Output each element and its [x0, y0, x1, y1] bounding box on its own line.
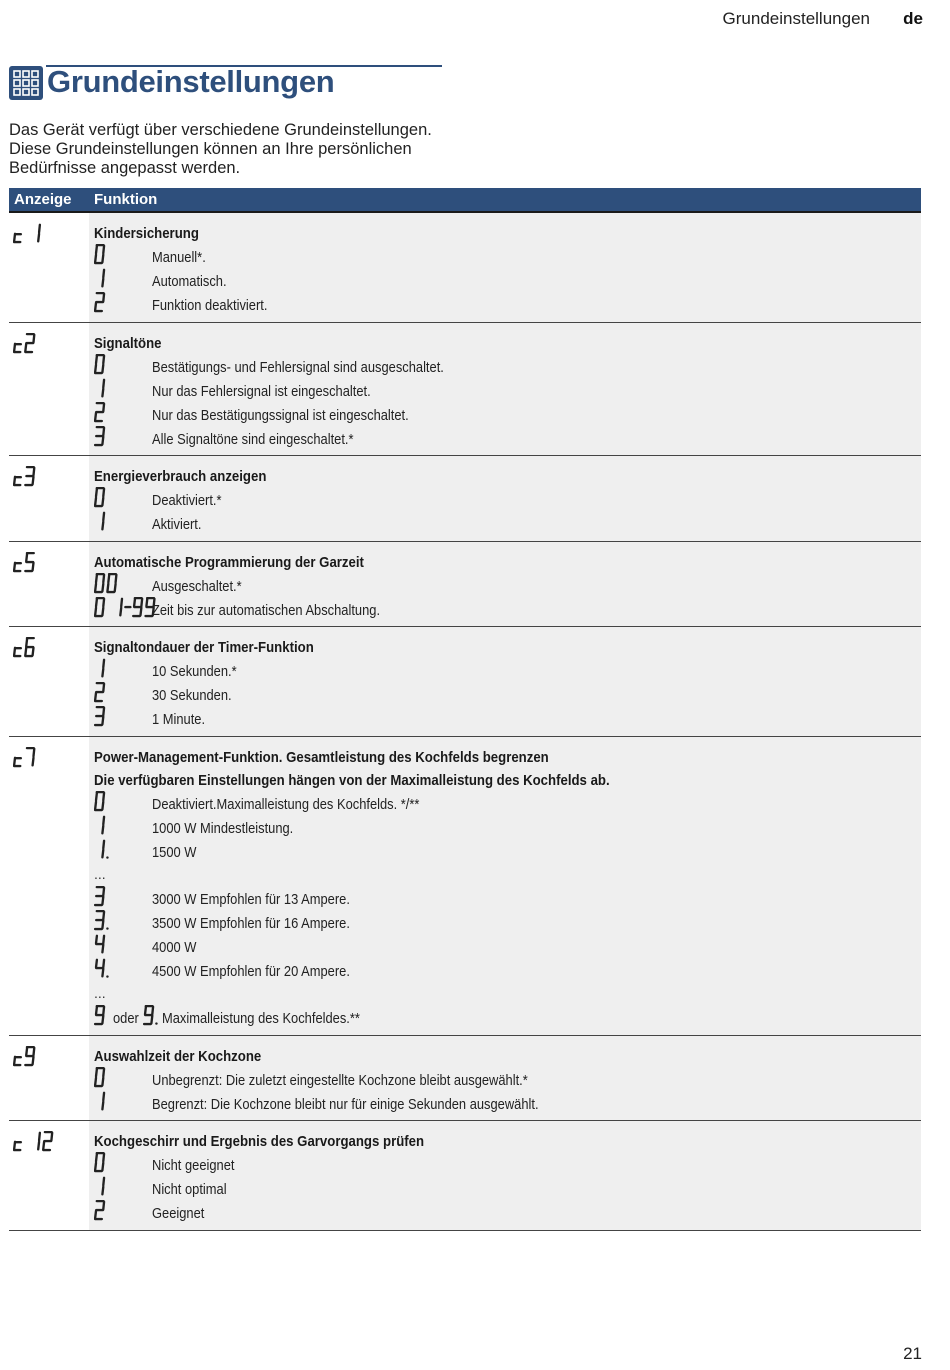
- option-row: [94, 513, 921, 537]
- display-code: [13, 1139, 57, 1156]
- function-cell: [89, 737, 921, 1035]
- option-text: 1000 W Mindestleistung.: [152, 820, 294, 837]
- display-cell: [9, 542, 89, 627]
- function-cell: [89, 456, 921, 541]
- option-code-wrap: [94, 378, 152, 404]
- option-code-wrap: [94, 426, 152, 452]
- option-text: 10 Sekunden.*: [152, 663, 237, 680]
- option-row: [94, 1068, 921, 1092]
- option-code: [94, 268, 109, 294]
- option-code-wrap: [94, 1067, 152, 1093]
- option-row: [94, 379, 921, 403]
- option-code: [94, 706, 109, 732]
- ellipsis: ...: [94, 865, 106, 882]
- function-cell: [89, 627, 921, 736]
- display-cell: [9, 737, 89, 1035]
- option-text: Nur das Fehlersignal ist eingeschaltet.: [152, 382, 371, 400]
- option-joiner: oder: [112, 1010, 139, 1027]
- option-code: [94, 378, 109, 404]
- function-title: Auswahlzeit der Kochzone: [94, 1047, 262, 1065]
- option-row: [94, 294, 921, 318]
- option-code-wrap: [94, 354, 152, 380]
- option-code: [94, 1200, 109, 1226]
- option-code-wrap: [94, 1176, 152, 1202]
- option-row: [94, 708, 921, 732]
- option-text: Unbegrenzt: Die zuletzt eingestellte Kochzone bleibt ausgewählt.*: [152, 1071, 528, 1089]
- option-text: Automatisch.: [152, 273, 227, 290]
- option-code-wrap: [94, 839, 152, 865]
- option-code: [94, 244, 109, 270]
- function-cell: [89, 213, 921, 322]
- option-code: [94, 1091, 109, 1117]
- display-code: [13, 231, 44, 248]
- option-row: [94, 427, 921, 451]
- option-code-wrap: [94, 934, 152, 960]
- option-row: [94, 489, 921, 513]
- option-text: 30 Sekunden.: [152, 687, 232, 704]
- column-header-function: Funktion: [94, 191, 158, 208]
- option-text: Alle Signaltöne sind eingeschaltet.*: [152, 430, 354, 448]
- option-text: Maximalleistung des Kochfeldes.**: [161, 1010, 360, 1027]
- display-code: [13, 645, 39, 662]
- option-code: [94, 886, 109, 912]
- table-row: [9, 737, 921, 1036]
- option-text: 1500 W: [152, 844, 197, 861]
- option-row: [94, 793, 921, 817]
- table-row: [9, 456, 921, 542]
- option-row: [94, 355, 921, 379]
- option-code-wrap: [94, 658, 152, 684]
- option-row: [94, 1178, 921, 1202]
- function-cell: [89, 1036, 921, 1121]
- table-body: [9, 213, 921, 1231]
- option-code: [94, 292, 109, 318]
- table-row: [9, 542, 921, 628]
- option-code-wrap: [94, 706, 152, 732]
- option-text: 4500 W Empfohlen für 20 Ampere.: [152, 963, 350, 980]
- option-text: Deaktiviert.Maximalleistung des Kochfelds. */**: [152, 796, 420, 813]
- option-code-wrap: [94, 1200, 152, 1226]
- display-code: [13, 341, 39, 358]
- function-title: Kochgeschirr und Ergebnis des Garvorgangs prüfen: [94, 1133, 425, 1150]
- function-title: Kindersicherung: [94, 225, 199, 242]
- function-title: Energieverbrauch anzeigen: [94, 468, 267, 485]
- intro-paragraph: Das Gerät verfügt über verschiedene Grundeinstellungen. Diese Grundeinstellungen können an Ihre persönlichen Bedürfnisse angepasst werden.: [9, 121, 432, 177]
- option-code: [94, 354, 109, 380]
- option-code-wrap: [94, 1005, 162, 1031]
- option-code-wrap: [94, 573, 152, 599]
- column-header-display: Anzeige: [14, 191, 72, 208]
- option-row: [94, 660, 921, 684]
- option-code: [94, 910, 113, 936]
- option-code-wrap: [94, 682, 152, 708]
- option-code: [94, 791, 109, 817]
- option-code: [94, 1176, 109, 1202]
- option-code-wrap: [94, 791, 152, 817]
- table-row: [9, 213, 921, 323]
- option-row: [94, 960, 921, 984]
- option-row: [94, 403, 921, 427]
- option-code-wrap: [94, 597, 152, 623]
- option-code: [94, 487, 109, 513]
- display-code: [13, 474, 39, 491]
- option-code: [94, 1152, 109, 1178]
- option-row: [94, 817, 921, 841]
- option-code-wrap: [94, 268, 152, 294]
- display-cell: [9, 323, 89, 456]
- function-cell: [89, 542, 921, 627]
- option-code-wrap: [94, 958, 152, 984]
- option-text: 1 Minute.: [152, 711, 206, 728]
- option-row: [94, 1202, 921, 1226]
- table-row: [9, 323, 921, 457]
- function-title: Signaltöne: [94, 334, 162, 352]
- option-row: [94, 936, 921, 960]
- option-row: [94, 574, 921, 598]
- option-code-wrap: [94, 487, 152, 513]
- option-text: Nur das Bestätigungssignal ist eingeschaltet.: [152, 406, 409, 424]
- option-code-wrap: [94, 910, 152, 936]
- option-row: [94, 684, 921, 708]
- option-code-wrap: [94, 886, 152, 912]
- table-row: [9, 1121, 921, 1231]
- display-cell: [9, 213, 89, 322]
- option-text: Zeit bis zur automatischen Abschaltung.: [152, 601, 381, 619]
- settings-table: [9, 188, 921, 1231]
- option-text: Deaktiviert.*: [152, 492, 222, 509]
- option-row: [94, 246, 921, 270]
- option-code: [94, 839, 113, 865]
- option-code: [94, 958, 113, 984]
- display-cell: [9, 456, 89, 541]
- running-header-section: Grundeinstellungen: [722, 9, 870, 28]
- option-code: [143, 1005, 162, 1031]
- option-code: [94, 402, 109, 428]
- page-number: 21: [903, 1344, 922, 1363]
- option-code: [94, 815, 109, 841]
- ellipsis: ...: [94, 984, 106, 1001]
- option-row: [94, 1007, 921, 1031]
- page-title: Grundeinstellungen: [47, 64, 335, 99]
- option-text: 4000 W: [152, 939, 197, 956]
- table-header: [9, 188, 921, 213]
- display-cell: [9, 627, 89, 736]
- option-code-wrap: [94, 244, 152, 270]
- option-code-wrap: [94, 402, 152, 428]
- option-row: [94, 888, 921, 912]
- display-cell: [9, 1121, 89, 1230]
- function-title: Power-Management-Funktion. Gesamtleistung des Kochfelds begrenzen: [94, 748, 549, 766]
- option-text: Aktiviert.: [152, 516, 202, 533]
- function-cell: [89, 323, 921, 456]
- option-row: [94, 1154, 921, 1178]
- option-row: [94, 841, 921, 865]
- option-text: Ausgeschaltet.*: [152, 577, 242, 595]
- option-code: [94, 1005, 109, 1031]
- option-text: Manuell*.: [152, 249, 206, 266]
- option-code: [94, 511, 109, 537]
- display-cell: [9, 1036, 89, 1121]
- function-title: Die verfügbaren Einstellungen hängen von der Maximalleistung des Kochfelds ab.: [94, 772, 610, 789]
- settings-grid-icon: [9, 66, 43, 100]
- function-title: Automatische Programmierung der Garzeit: [94, 553, 364, 571]
- option-code: [94, 1067, 109, 1093]
- option-text: Bestätigungs- und Fehlersignal sind ausgeschaltet.: [152, 358, 444, 376]
- option-code: [94, 597, 159, 623]
- table-row: [9, 1036, 921, 1122]
- option-code: [94, 426, 109, 452]
- function-cell: [89, 1121, 921, 1230]
- display-code: [13, 560, 39, 577]
- function-title: Signaltondauer der Timer-Funktion: [94, 639, 314, 656]
- option-code: [94, 682, 109, 708]
- table-row: [9, 627, 921, 737]
- option-text: Begrenzt: Die Kochzone bleibt nur für einige Sekunden ausgewählt.: [152, 1095, 539, 1113]
- option-code: [94, 934, 109, 960]
- option-row: [94, 1092, 921, 1116]
- display-code: [13, 755, 39, 772]
- option-row: [94, 598, 921, 622]
- option-text: Funktion deaktiviert.: [152, 297, 268, 314]
- display-code: [13, 1054, 39, 1071]
- option-code-wrap: [94, 815, 152, 841]
- option-row: [94, 912, 921, 936]
- option-text: 3500 W Empfohlen für 16 Ampere.: [152, 915, 350, 932]
- option-text: Nicht optimal: [152, 1181, 227, 1198]
- option-row: [94, 270, 921, 294]
- running-header-language: de: [903, 9, 923, 28]
- option-code-wrap: [94, 511, 152, 537]
- option-code-wrap: [94, 1091, 152, 1117]
- option-code-wrap: [94, 292, 152, 318]
- option-code: [94, 573, 121, 599]
- option-text: Nicht geeignet: [152, 1157, 235, 1174]
- option-text: Geeignet: [152, 1205, 205, 1222]
- option-code-wrap: [94, 1152, 152, 1178]
- option-code: [94, 658, 109, 684]
- option-text: 3000 W Empfohlen für 13 Ampere.: [152, 891, 350, 908]
